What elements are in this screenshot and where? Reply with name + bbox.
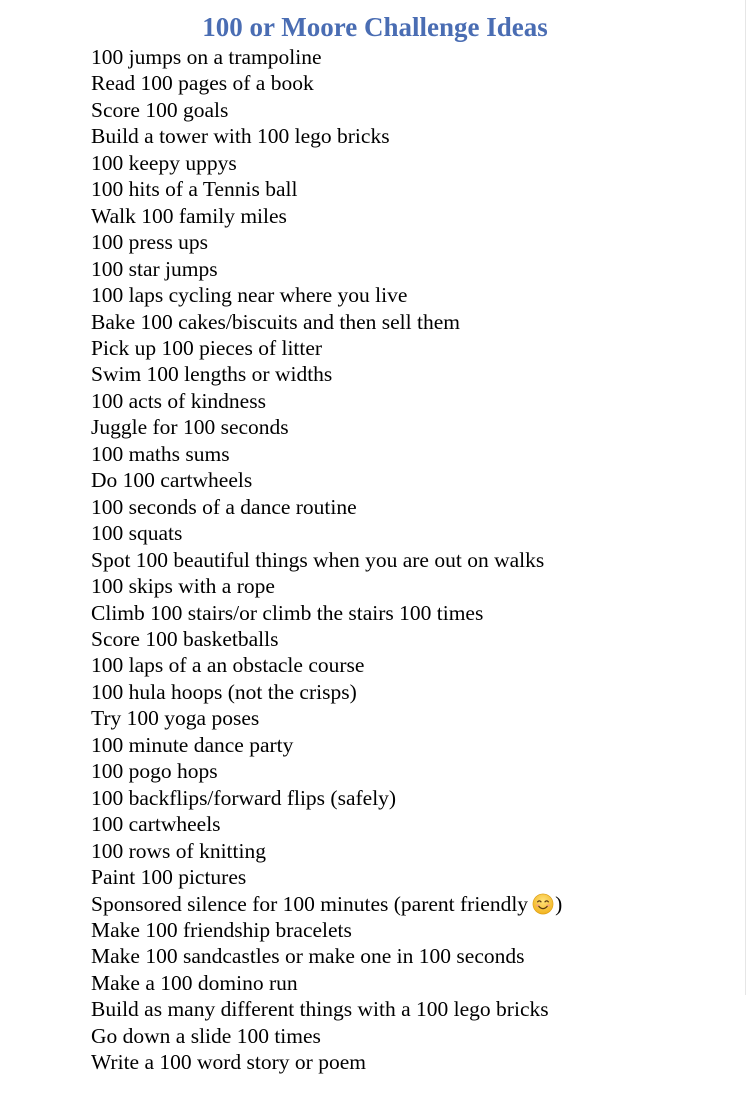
list-item: Build a tower with 100 lego bricks bbox=[91, 124, 390, 149]
list-item: Do 100 cartwheels bbox=[91, 468, 253, 493]
list-item: 100 skips with a rope bbox=[91, 574, 275, 599]
list-item: Spot 100 beautiful things when you are out on walks bbox=[91, 547, 545, 572]
list-item: Try 100 yoga poses bbox=[91, 706, 260, 731]
list-item: Swim 100 lengths or widths bbox=[91, 362, 333, 387]
list-item: Write a 100 word story or poem bbox=[91, 1050, 366, 1075]
list-item: 100 squats bbox=[91, 521, 183, 546]
list-item: 100 laps of a an obstacle course bbox=[91, 653, 365, 678]
list-item: Go down a slide 100 times bbox=[91, 1023, 321, 1048]
list-item: 100 keepy uppys bbox=[91, 150, 237, 175]
list-item: 100 pogo hops bbox=[91, 759, 218, 784]
list-item: 100 seconds of a dance routine bbox=[91, 494, 357, 519]
list-item-text-closing: ) bbox=[555, 891, 563, 916]
list-item: 100 maths sums bbox=[91, 441, 230, 466]
list-item: Score 100 goals bbox=[91, 97, 229, 122]
list-item: Walk 100 family miles bbox=[91, 203, 287, 228]
list-item: 100 minute dance party bbox=[91, 732, 294, 757]
list-item: Make 100 friendship bracelets bbox=[91, 917, 352, 942]
list-item: 100 star jumps bbox=[91, 256, 218, 281]
list-item: 100 jumps on a trampoline bbox=[91, 45, 322, 69]
page-edge-line bbox=[745, 0, 746, 995]
challenge-list bbox=[91, 44, 562, 1076]
list-item: Make a 100 domino run bbox=[91, 970, 298, 995]
list-item: 100 rows of knitting bbox=[91, 838, 266, 863]
list-item: Read 100 pages of a book bbox=[91, 71, 314, 96]
list-item-sponsored-silence bbox=[91, 891, 562, 917]
list-item: 100 acts of kindness bbox=[91, 388, 266, 413]
smiling-face-emoji-icon bbox=[532, 893, 554, 915]
list-item: Pick up 100 pieces of litter bbox=[91, 335, 323, 360]
list-item: 100 backflips/forward flips (safely) bbox=[91, 785, 397, 810]
list-item: 100 laps cycling near where you live bbox=[91, 283, 408, 308]
list-item: Score 100 basketballs bbox=[91, 626, 279, 651]
list-item: 100 hula hoops (not the crisps) bbox=[91, 679, 357, 704]
list-item: 100 cartwheels bbox=[91, 812, 221, 837]
list-item: 100 hits of a Tennis ball bbox=[91, 177, 298, 202]
page-title: 100 or Moore Challenge Ideas bbox=[202, 12, 548, 42]
list-item: Build as many different things with a 100 lego bricks bbox=[91, 997, 549, 1022]
list-item: Paint 100 pictures bbox=[91, 865, 247, 890]
list-item-text: Sponsored silence for 100 minutes (parent friendly bbox=[91, 891, 529, 916]
list-item: Make 100 sandcastles or make one in 100 seconds bbox=[91, 944, 525, 969]
list-item: Climb 100 stairs/or climb the stairs 100 times bbox=[91, 600, 484, 625]
list-item: 100 press ups bbox=[91, 230, 209, 255]
list-item: Juggle for 100 seconds bbox=[91, 415, 289, 440]
list-item: Bake 100 cakes/biscuits and then sell them bbox=[91, 309, 460, 334]
